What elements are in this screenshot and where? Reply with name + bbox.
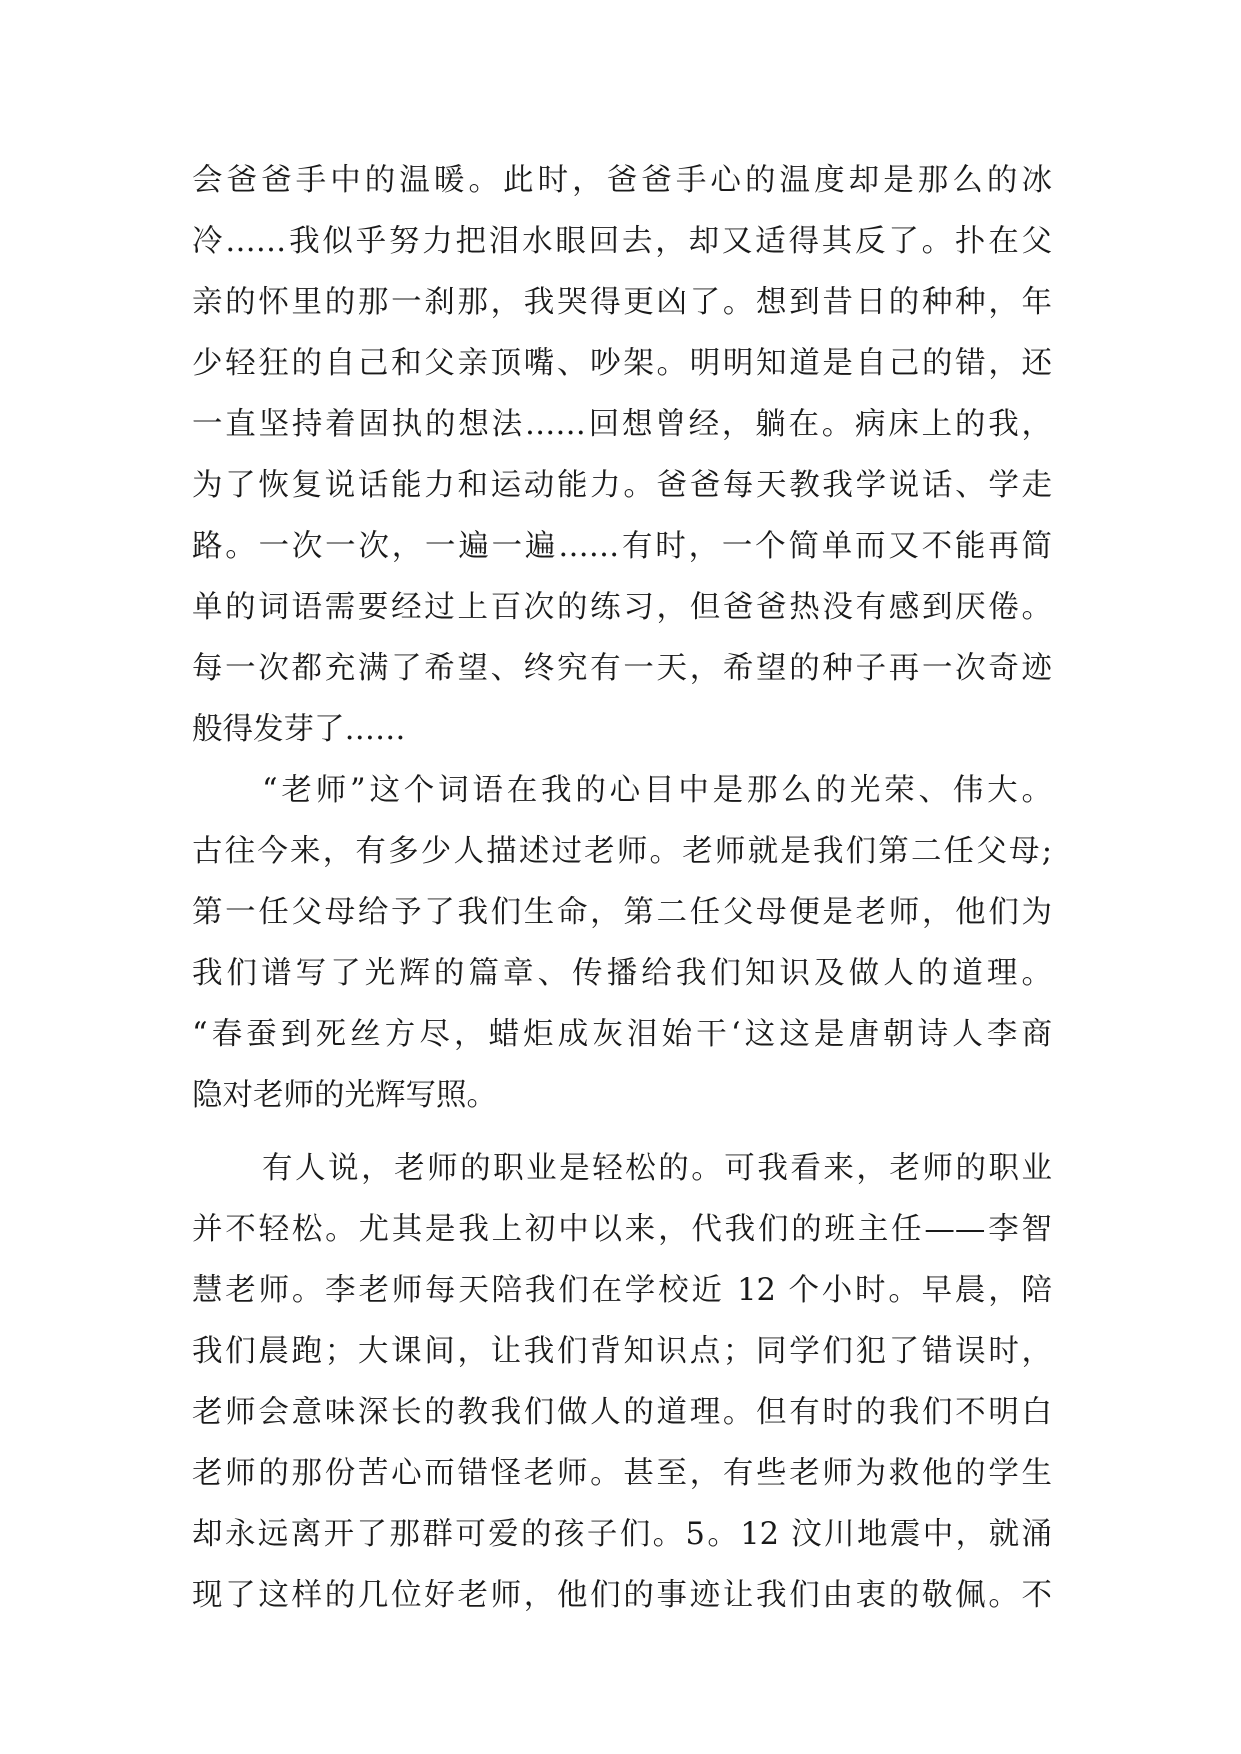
- text-line: 我们谱写了光辉的篇章、传播给我们知识及做人的道理。: [192, 956, 1052, 991]
- text-line: 路。一次一次，一遍一遍……有时，一个简单而又不能再简: [192, 529, 1052, 564]
- text-line: 古往今来，有多少人描述过老师。老师就是我们第二任父母;: [192, 834, 1052, 869]
- text-line: 现了这样的几位好老师，他们的事迹让我们由衷的敬佩。不: [192, 1578, 1052, 1613]
- text-line: 每一次都充满了希望、终究有一天，希望的种子再一次奇迹: [192, 651, 1052, 686]
- text-line: 少轻狂的自己和父亲顶嘴、吵架。明明知道是自己的错，还: [192, 346, 1052, 381]
- text-line: 冷……我似乎努力把泪水眼回去，却又适得其反了。扑在父: [192, 224, 1052, 259]
- text-line: “老师”这个词语在我的心目中是那么的光荣、伟大。: [262, 773, 1052, 808]
- text-line: 隐对老师的光辉写照。: [192, 1078, 497, 1113]
- text-line: 单的词语需要经过上百次的练习，但爸爸热没有感到厌倦。: [192, 590, 1052, 625]
- paragraph-1: [192, 150, 1052, 760]
- body-text: [192, 150, 1052, 1626]
- text-line: 般得发芽了……: [192, 712, 406, 747]
- text-line: 慧老师。李老师每天陪我们在学校近 12 个小时。早晨，陪: [192, 1273, 1052, 1308]
- text-line: 亲的怀里的那一刹那，我哭得更凶了。想到昔日的种种，年: [192, 285, 1052, 320]
- text-line: 我们晨跑；大课间，让我们背知识点；同学们犯了错误时，: [192, 1334, 1052, 1369]
- text-line: 并不轻松。尤其是我上初中以来，代我们的班主任——李智: [192, 1212, 1052, 1247]
- text-line: 第一任父母给予了我们生命，第二任父母便是老师，他们为: [192, 895, 1052, 930]
- text-line: 老师会意味深长的教我们做人的道理。但有时的我们不明白: [192, 1395, 1052, 1430]
- text-line: 有人说，老师的职业是轻松的。可我看来，老师的职业: [262, 1151, 1052, 1186]
- text-line: 为了恢复说话能力和运动能力。爸爸每天教我学说话、学走: [192, 468, 1052, 503]
- text-line: 会爸爸手中的温暖。此时，爸爸手心的温度却是那么的冰: [192, 163, 1052, 198]
- paragraph-2: [192, 760, 1052, 1126]
- text-line: 却永远离开了那群可爱的孩子们。5。12 汶川地震中，就涌: [192, 1517, 1052, 1552]
- text-line: 老师的那份苦心而错怪老师。甚至，有些老师为救他的学生: [192, 1456, 1052, 1491]
- text-line: “春蚕到死丝方尽，蜡炬成灰泪始干‘这这是唐朝诗人李商: [192, 1017, 1052, 1052]
- text-line: 一直坚持着固执的想法……回想曾经，躺在。病床上的我，: [192, 407, 1052, 442]
- paragraph-3: [192, 1138, 1052, 1626]
- paragraph-gap: [192, 1126, 1052, 1138]
